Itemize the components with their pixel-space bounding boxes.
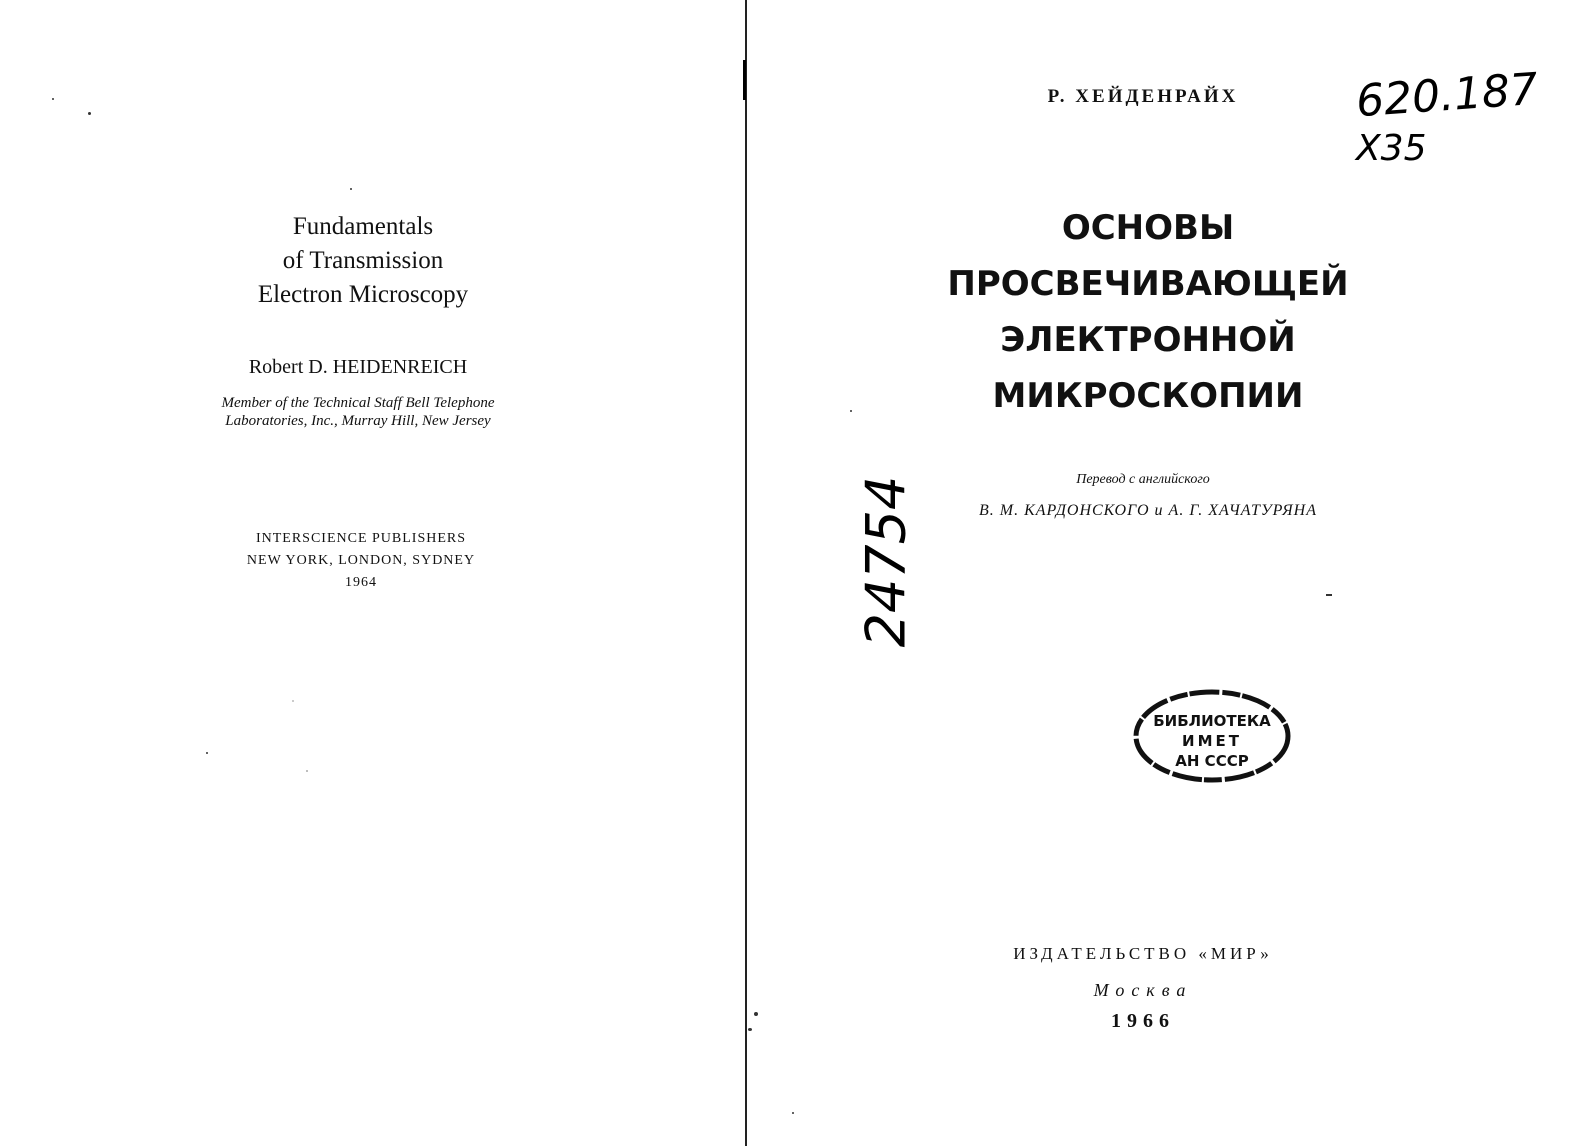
left-page xyxy=(0,0,746,1146)
scan-speck xyxy=(792,1112,794,1114)
scan-speck xyxy=(306,770,308,772)
scan-speck xyxy=(350,188,352,190)
english-affiliation xyxy=(0,394,716,430)
affiliation-line: Laboratories, Inc., Murray Hill, New Jersey xyxy=(225,413,491,429)
scan-speck xyxy=(1326,594,1332,596)
russian-author: Р. ХЕЙДЕНРАЙХ xyxy=(1047,86,1239,107)
translation-label: Перевод с английского xyxy=(1076,472,1210,487)
russian-title-line: ПРОСВЕЧИВАЮЩЕЙ xyxy=(947,264,1349,304)
publisher-year: 1964 xyxy=(345,575,377,590)
russian-title-line: ОСНОВЫ xyxy=(1061,208,1235,248)
english-title-line: of Transmission xyxy=(282,247,444,274)
stamp-line: АН СССР xyxy=(1175,752,1249,770)
handwritten-accession-number: 24754 xyxy=(854,475,918,648)
scan-speck xyxy=(292,700,294,702)
publisher-line: NEW YORK, LONDON, SYDNEY xyxy=(246,553,476,568)
publisher-line: INTERSCIENCE PUBLISHERS xyxy=(255,531,467,546)
scan-speck xyxy=(850,410,852,412)
scan-speck xyxy=(88,112,91,115)
publication-city: Москва xyxy=(1093,980,1193,1000)
scan-speck xyxy=(206,752,208,754)
russian-title-line: ЭЛЕКТРОННОЙ xyxy=(1000,320,1296,360)
stamp-line: ИМЕТ xyxy=(1182,732,1242,750)
translators: В. М. КАРДОНСКОГО и А. Г. ХАЧАТУРЯНА xyxy=(979,502,1317,519)
handwritten-shelf-mark: 620.187 xyxy=(1354,63,1540,128)
english-title xyxy=(0,210,726,312)
russian-publisher: ИЗДАТЕЛЬСТВО «МИР» xyxy=(1013,944,1273,963)
affiliation-line: Member of the Technical Staff Bell Telephone xyxy=(221,395,495,411)
library-stamp xyxy=(1132,688,1292,784)
scan-speck xyxy=(52,98,54,100)
right-page xyxy=(748,0,1571,1146)
english-publisher xyxy=(0,528,722,594)
english-title-line: Electron Microscopy xyxy=(257,281,469,308)
english-title-line: Fundamentals xyxy=(292,213,434,240)
english-author: Robert D. HEIDENREICH xyxy=(248,356,468,378)
stamp-line: БИБЛИОТЕКА xyxy=(1153,712,1271,730)
scan-speck xyxy=(754,1012,758,1016)
russian-title-line: МИКРОСКОПИИ xyxy=(992,376,1304,416)
publication-year: 1966 xyxy=(1111,1010,1175,1032)
scan-speck xyxy=(748,1028,752,1031)
russian-title xyxy=(898,200,1398,424)
handwritten-shelf-sub: X35 xyxy=(1356,128,1427,169)
